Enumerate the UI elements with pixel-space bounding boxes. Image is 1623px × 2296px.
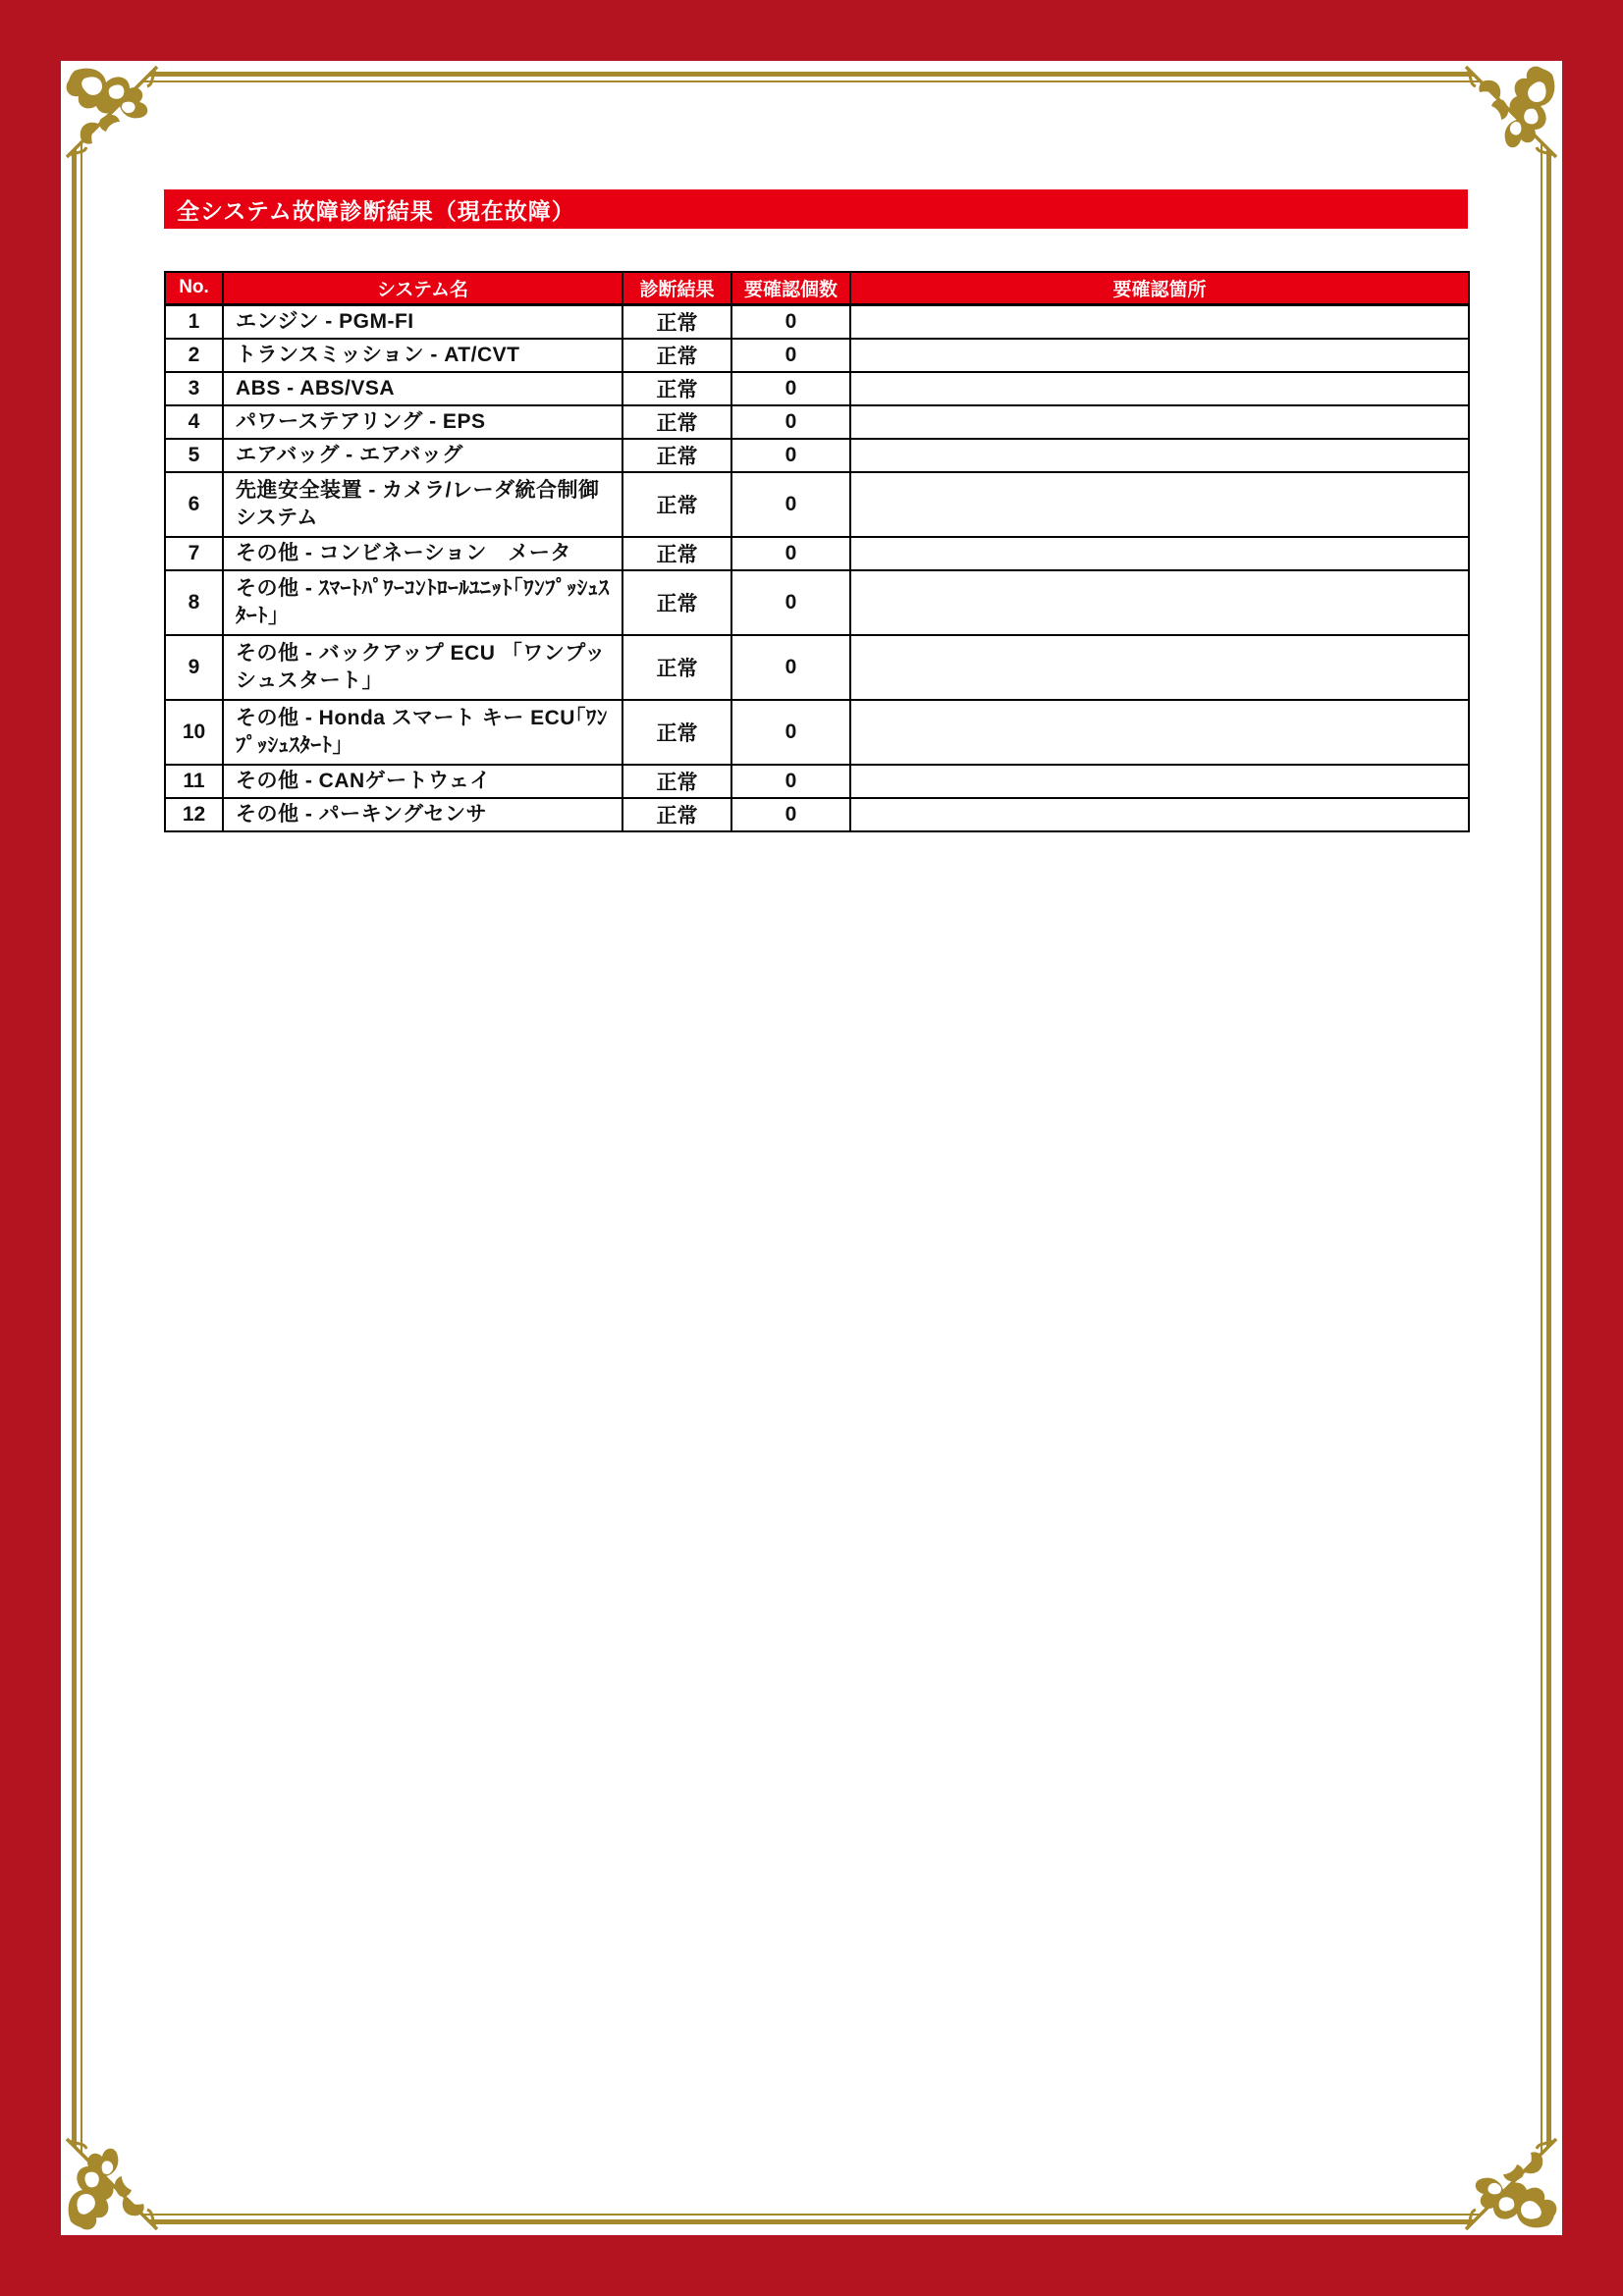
section-title-banner [164,189,1468,229]
row-no: 7 [165,537,223,570]
header-count: 要確認個数 [731,272,850,304]
confirm-count: 0 [731,372,850,405]
corner-ornament-icon [61,61,163,163]
confirm-location [850,372,1469,405]
row-no: 3 [165,372,223,405]
diagnosis-results-table [164,271,1470,832]
confirm-count: 0 [731,765,850,798]
confirm-location [850,700,1469,765]
corner-ornament-icon [61,2133,163,2235]
system-name: トランスミッション - AT/CVT [223,339,622,372]
row-no: 2 [165,339,223,372]
table-row [165,570,1469,635]
row-no: 9 [165,635,223,700]
table-row [165,304,1469,339]
system-name: その他 - ｽﾏｰﾄﾊﾟﾜｰｺﾝﾄﾛｰﾙﾕﾆｯﾄ｢ﾜﾝﾌﾟｯｼｭｽﾀｰﾄ｣ [223,570,622,635]
system-name: その他 - バックアップ ECU 「ワンプッシュスタート」 [223,635,622,700]
row-no: 10 [165,700,223,765]
system-name: その他 - Honda スマート キー ECU｢ﾜﾝﾌﾟｯｼｭｽﾀｰﾄ｣ [223,700,622,765]
diagnosis-result: 正常 [622,304,731,339]
corner-ornament-icon [1460,2133,1562,2235]
confirm-count: 0 [731,339,850,372]
confirm-location [850,405,1469,439]
table-row [165,439,1469,472]
diagnosis-result: 正常 [622,372,731,405]
table-row [165,798,1469,831]
confirm-count: 0 [731,439,850,472]
system-name: パワーステアリング - EPS [223,405,622,439]
confirm-count: 0 [731,700,850,765]
system-name: その他 - CANゲートウェイ [223,765,622,798]
diagnosis-result: 正常 [622,635,731,700]
row-no: 11 [165,765,223,798]
confirm-location [850,635,1469,700]
table-row [165,700,1469,765]
confirm-location [850,570,1469,635]
confirm-count: 0 [731,405,850,439]
confirm-location [850,765,1469,798]
table-row [165,635,1469,700]
system-name: 先進安全装置 - カメラ/レーダ統合制御システム [223,472,622,537]
header-location: 要確認箇所 [850,272,1469,304]
confirm-location [850,439,1469,472]
confirm-location [850,304,1469,339]
diagnosis-result: 正常 [622,439,731,472]
table-row [165,765,1469,798]
confirm-location [850,537,1469,570]
system-name: ABS - ABS/VSA [223,372,622,405]
table-row [165,537,1469,570]
table-row [165,372,1469,405]
diagnosis-result: 正常 [622,472,731,537]
confirm-count: 0 [731,635,850,700]
diagnosis-result: 正常 [622,537,731,570]
diagnosis-result: 正常 [622,405,731,439]
system-name: その他 - パーキングセンサ [223,798,622,831]
header-system: システム名 [223,272,622,304]
header-result: 診断結果 [622,272,731,304]
system-name: その他 - コンビネーション メータ [223,537,622,570]
table-row [165,472,1469,537]
page-title: 全システム故障診断結果（現在故障） [177,197,575,224]
diagnosis-result: 正常 [622,765,731,798]
confirm-location [850,472,1469,537]
system-name: エンジン - PGM-FI [223,304,622,339]
row-no: 1 [165,304,223,339]
diagnosis-result: 正常 [622,700,731,765]
header-no: No. [165,272,223,304]
corner-ornament-icon [1460,61,1562,163]
row-no: 12 [165,798,223,831]
table-row [165,405,1469,439]
table-header-row [165,272,1469,304]
confirm-count: 0 [731,570,850,635]
diagnosis-result: 正常 [622,570,731,635]
row-no: 4 [165,405,223,439]
confirm-location [850,339,1469,372]
diagnosis-result: 正常 [622,339,731,372]
system-name: エアバッグ - エアバッグ [223,439,622,472]
row-no: 6 [165,472,223,537]
diagnosis-result: 正常 [622,798,731,831]
confirm-count: 0 [731,472,850,537]
row-no: 8 [165,570,223,635]
row-no: 5 [165,439,223,472]
confirm-count: 0 [731,798,850,831]
confirm-location [850,798,1469,831]
confirm-count: 0 [731,304,850,339]
table-row [165,339,1469,372]
confirm-count: 0 [731,537,850,570]
